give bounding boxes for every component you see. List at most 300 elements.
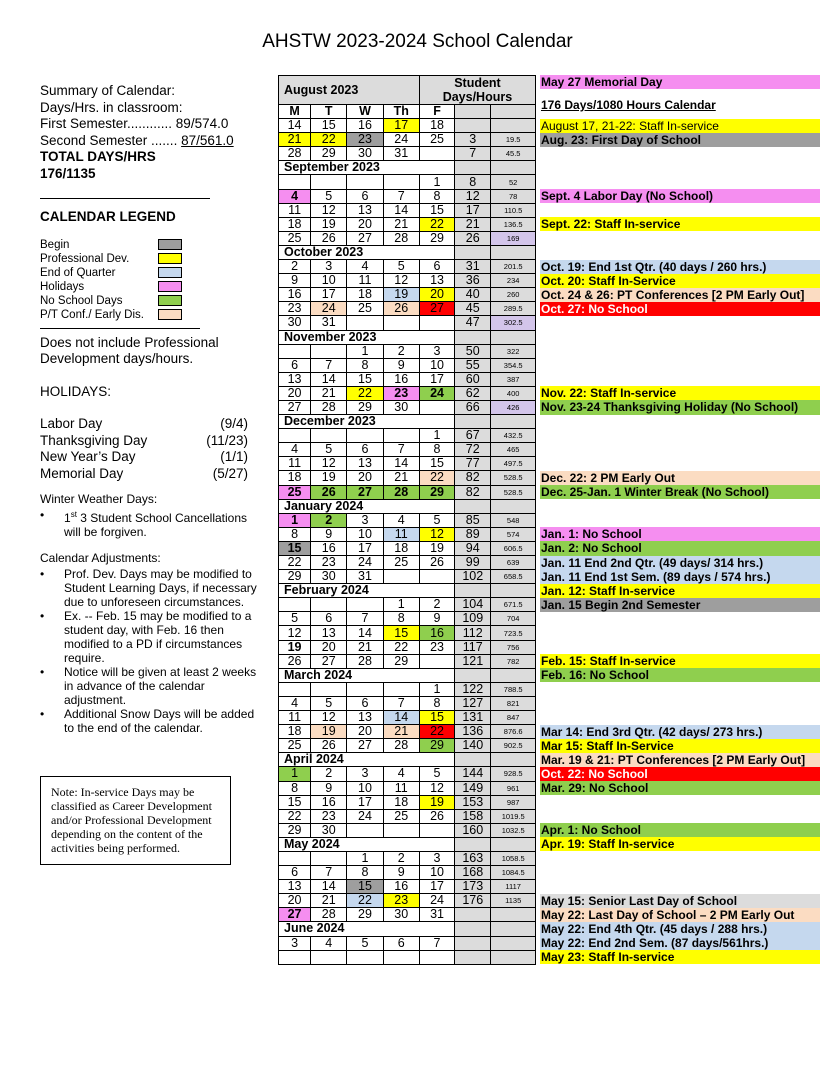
hours-cell (491, 950, 536, 964)
day-cell (419, 316, 454, 330)
day-cell: 6 (279, 358, 311, 372)
days-cell (455, 668, 491, 682)
day-cell (383, 570, 419, 584)
day-cell: 22 (279, 809, 311, 823)
week-row (279, 358, 536, 372)
hours-cell: 704 (491, 612, 536, 626)
day-cell: 22 (419, 725, 454, 739)
legend-swatch (158, 309, 182, 320)
adjustment-text: Prof. Dev. Days may be modified to Student Learning Days, if necessary due to unforeseen circumstances. (64, 567, 257, 609)
day-cell (279, 429, 311, 443)
hours-cell: 234 (491, 274, 536, 288)
adjustment-item (40, 609, 265, 665)
day-cell: 12 (383, 274, 419, 288)
day-cell: 31 (347, 570, 383, 584)
day-cell: 1 (383, 598, 419, 612)
day-cell: 30 (383, 400, 419, 414)
days-cell (455, 330, 491, 344)
day-cell: 29 (419, 739, 454, 753)
week-row (279, 217, 536, 231)
days-cell: 17 (455, 203, 491, 217)
event-item: Jan. 12: Staff In-service (540, 584, 820, 598)
adjustment-text: Additional Snow Days will be added to the end of the calendar. (64, 707, 255, 735)
day-cell: 7 (311, 358, 347, 372)
adjustments-list (40, 567, 265, 735)
month-row (279, 668, 536, 682)
day-cell (383, 823, 419, 837)
calendar-table (278, 75, 536, 965)
day-cell: 9 (311, 527, 347, 541)
not-include-text: Does not include Professional Development days/hours. (40, 334, 219, 366)
day-cell: 15 (279, 795, 311, 809)
days-cell: 109 (455, 612, 491, 626)
week-row (279, 570, 536, 584)
day-cell: 16 (279, 288, 311, 302)
day-cell: 5 (347, 936, 383, 950)
event-item: Jan. 2: No School (540, 541, 820, 555)
hours-cell: 45.5 (491, 147, 536, 161)
hours-cell: 426 (491, 400, 536, 414)
day-cell: 7 (347, 612, 383, 626)
note-box: Note: In-service Days may be classified as Career Development and/or Professional Development depending on the content of the activities being performed. (40, 776, 231, 865)
week-row (279, 880, 536, 894)
day-cell: 9 (383, 358, 419, 372)
day-cell (311, 950, 347, 964)
day-cell: 29 (419, 231, 454, 245)
days-cell: 47 (455, 316, 491, 330)
page-title: AHSTW 2023-2024 School Calendar (262, 31, 573, 52)
days-cell: 149 (455, 781, 491, 795)
days-cell: 136 (455, 725, 491, 739)
day-cell: 1 (347, 851, 383, 865)
day-cell: 4 (311, 936, 347, 950)
hours-cell: 723.5 (491, 626, 536, 640)
hours-cell: 876.6 (491, 725, 536, 739)
hours-cell: 528.5 (491, 471, 536, 485)
hours-cell: 639 (491, 556, 536, 570)
day-cell: 8 (383, 612, 419, 626)
day-cell: 2 (279, 260, 311, 274)
event-item: Oct. 27: No School (540, 302, 820, 316)
day-cell: 7 (383, 443, 419, 457)
day-cell: 19 (311, 217, 347, 231)
week-row (279, 302, 536, 316)
days-cell: 31 (455, 260, 491, 274)
day-cell: 1 (279, 767, 311, 781)
day-cell: 22 (347, 894, 383, 908)
day-cell: 16 (383, 880, 419, 894)
days-cell: 131 (455, 711, 491, 725)
day-cell: 6 (311, 612, 347, 626)
month-label: January 2024 (279, 499, 455, 513)
day-cell: 7 (383, 696, 419, 710)
day-cell (419, 400, 454, 414)
day-cell: 21 (383, 725, 419, 739)
days-cell: 127 (455, 696, 491, 710)
legend-item (40, 308, 182, 322)
day-cell: 2 (383, 344, 419, 358)
day-cell: 27 (279, 400, 311, 414)
hours-cell: 528.5 (491, 485, 536, 499)
hours-cell: 1135 (491, 894, 536, 908)
weekday-header-row (279, 105, 536, 119)
legend-swatch (158, 267, 182, 278)
bullet: • (40, 665, 45, 679)
day-cell (383, 950, 419, 964)
day-cell: 30 (279, 316, 311, 330)
hours-cell (491, 415, 536, 429)
day-cell: 22 (279, 556, 311, 570)
event-item: Mar. 19 & 21: PT Conferences [2 PM Early Out] (540, 753, 820, 767)
days-cell: 85 (455, 513, 491, 527)
day-cell: 11 (279, 711, 311, 725)
day-cell: 27 (279, 908, 311, 922)
day-cell (279, 344, 311, 358)
hours-cell: 928.5 (491, 767, 536, 781)
days-cell (455, 922, 491, 936)
hours-cell: 1117 (491, 880, 536, 894)
hours-cell: 52 (491, 175, 536, 189)
legend-label: End of Quarter (40, 266, 116, 279)
day-cell: 7 (419, 936, 454, 950)
day-cell: 6 (347, 189, 383, 203)
legend-label: Professional Dev. (40, 252, 130, 265)
day-cell: 18 (347, 288, 383, 302)
week-row (279, 344, 536, 358)
day-cell (279, 598, 311, 612)
event-item: Feb. 15: Staff In-service (540, 654, 820, 668)
weekday-header: T (311, 105, 347, 119)
hours-cell: 548 (491, 513, 536, 527)
week-row (279, 767, 536, 781)
day-cell: 3 (419, 851, 454, 865)
event-item: Oct. 24 & 26: PT Conferences [2 PM Early Out] (540, 288, 820, 302)
day-cell: 15 (279, 541, 311, 555)
day-cell (311, 851, 347, 865)
hours-cell: 19.5 (491, 133, 536, 147)
day-cell: 1 (419, 175, 454, 189)
day-cell (311, 175, 347, 189)
week-row (279, 527, 536, 541)
hours-cell: 201.5 (491, 260, 536, 274)
event-item: May 22: Last Day of School – 2 PM Early Out (540, 908, 820, 922)
student-days-header: Student Days/Hours (419, 76, 535, 105)
day-cell: 26 (311, 485, 347, 499)
hours-cell (491, 161, 536, 175)
week-row (279, 696, 536, 710)
day-cell: 18 (383, 541, 419, 555)
day-cell: 6 (347, 696, 383, 710)
week-row (279, 626, 536, 640)
hours-cell: 847 (491, 711, 536, 725)
day-cell: 12 (279, 626, 311, 640)
day-cell: 3 (419, 344, 454, 358)
day-cell: 14 (383, 457, 419, 471)
day-cell: 19 (419, 541, 454, 555)
day-cell: 18 (279, 725, 311, 739)
legend-swatch (158, 281, 182, 292)
day-cell: 15 (311, 119, 347, 133)
hours-cell (491, 908, 536, 922)
days-cell: 8 (455, 175, 491, 189)
hours-cell: 658.5 (491, 570, 536, 584)
day-cell: 25 (279, 485, 311, 499)
days-cell: 117 (455, 640, 491, 654)
day-cell: 19 (383, 288, 419, 302)
day-cell: 10 (347, 781, 383, 795)
hours-cell: 987 (491, 795, 536, 809)
event-item: Oct. 19: End 1st Qtr. (40 days / 260 hrs.) (540, 260, 820, 274)
day-cell: 27 (347, 739, 383, 753)
days-cell: 104 (455, 598, 491, 612)
day-cell: 8 (419, 189, 454, 203)
day-cell (383, 316, 419, 330)
days-cell (455, 950, 491, 964)
week-row (279, 823, 536, 837)
days-cell: 99 (455, 556, 491, 570)
hours-cell (491, 245, 536, 259)
week-row (279, 950, 536, 964)
hours-cell: 322 (491, 344, 536, 358)
winter-bullet-text: 3 Student School Cancellations will be forgiven. (64, 511, 248, 539)
days-cell (455, 245, 491, 259)
day-cell: 13 (279, 880, 311, 894)
day-cell (311, 598, 347, 612)
days-cell (455, 837, 491, 851)
bullet: • (40, 609, 45, 623)
week-row (279, 908, 536, 922)
days-cell: 89 (455, 527, 491, 541)
day-cell: 21 (347, 640, 383, 654)
day-cell (419, 950, 454, 964)
hours-cell: 110.5 (491, 203, 536, 217)
day-cell: 24 (347, 556, 383, 570)
month-row (279, 499, 536, 513)
day-cell: 15 (347, 880, 383, 894)
day-cell: 11 (279, 203, 311, 217)
hours-cell: 788.5 (491, 682, 536, 696)
day-cell: 26 (419, 556, 454, 570)
day-cell: 5 (311, 189, 347, 203)
hours-cell (491, 584, 536, 598)
week-row (279, 598, 536, 612)
month-label: June 2024 (279, 922, 455, 936)
days-cell: 66 (455, 400, 491, 414)
days-cell: 176 (455, 894, 491, 908)
day-cell: 18 (279, 217, 311, 231)
week-row (279, 556, 536, 570)
day-cell: 13 (419, 274, 454, 288)
day-cell: 28 (279, 147, 311, 161)
days-cell: 140 (455, 739, 491, 753)
week-row (279, 147, 536, 161)
days-cell: 21 (455, 217, 491, 231)
day-cell: 1 (279, 513, 311, 527)
days-cell: 62 (455, 386, 491, 400)
event-item: Sept. 4 Labor Day (No School) (540, 189, 820, 203)
hours-cell: 289.5 (491, 302, 536, 316)
day-cell: 10 (419, 866, 454, 880)
days-cell: 158 (455, 809, 491, 823)
day-cell: 14 (347, 626, 383, 640)
day-cell: 29 (383, 654, 419, 668)
hours-cell: 400 (491, 386, 536, 400)
day-cell: 2 (311, 513, 347, 527)
days-cell (455, 753, 491, 767)
event-item: Aug. 23: First Day of School (540, 133, 820, 147)
legend-swatch (158, 295, 182, 306)
event-item: August 17, 21-22: Staff In-service (540, 119, 820, 133)
event-item: Oct. 22: No School (540, 767, 820, 781)
week-row (279, 429, 536, 443)
hours-cell: 465 (491, 443, 536, 457)
hours-cell (491, 753, 536, 767)
event-item: May 22: End 4th Qtr. (45 days / 288 hrs.) (540, 922, 820, 936)
day-cell: 9 (279, 274, 311, 288)
day-cell (383, 682, 419, 696)
day-cell: 20 (279, 894, 311, 908)
days-cell (455, 415, 491, 429)
hours-cell: 136.5 (491, 217, 536, 231)
day-cell: 22 (383, 640, 419, 654)
days-cell: 36 (455, 274, 491, 288)
month-row (279, 245, 536, 259)
day-cell: 8 (419, 696, 454, 710)
day-cell: 19 (311, 725, 347, 739)
day-cell: 22 (419, 471, 454, 485)
legend-item (40, 294, 182, 308)
event-item: 176 Days/1080 Hours Calendar (541, 98, 716, 112)
hours-cell: 606.5 (491, 541, 536, 555)
event-item: Oct. 20: Staff In-Service (540, 274, 820, 288)
hours-cell: 821 (491, 696, 536, 710)
day-cell: 4 (279, 189, 311, 203)
event-item: Feb. 16: No School (540, 668, 820, 682)
week-row (279, 725, 536, 739)
day-cell: 21 (383, 217, 419, 231)
summary-heading: Summary of Calendar: (40, 83, 176, 98)
day-cell: 24 (419, 894, 454, 908)
day-cell: 28 (311, 400, 347, 414)
day-cell (279, 950, 311, 964)
day-cell: 11 (279, 457, 311, 471)
day-cell: 17 (419, 372, 454, 386)
day-cell: 23 (347, 133, 383, 147)
day-cell: 5 (311, 443, 347, 457)
day-cell (419, 147, 454, 161)
days-cell: 12 (455, 189, 491, 203)
day-cell: 24 (347, 809, 383, 823)
month-label: March 2024 (279, 668, 455, 682)
day-cell: 27 (347, 485, 383, 499)
event-item: Dec. 22: 2 PM Early Out (540, 471, 820, 485)
header-blank (491, 105, 536, 119)
event-item: Jan. 11 End 1st Sem. (89 days / 574 hrs.) (540, 570, 820, 584)
week-row (279, 612, 536, 626)
week-row (279, 386, 536, 400)
holidays-title: HOLIDAYS: (40, 383, 112, 399)
holiday-item (40, 466, 248, 483)
legend-list (40, 238, 265, 322)
day-cell (347, 823, 383, 837)
week-row (279, 175, 536, 189)
week-row (279, 400, 536, 414)
day-cell: 10 (419, 358, 454, 372)
legend-item (40, 238, 182, 252)
hours-cell (491, 499, 536, 513)
day-cell: 21 (279, 133, 311, 147)
month-label: August 2023 (279, 76, 420, 105)
day-cell: 6 (279, 866, 311, 880)
first-semester-value: 89/574.0 (175, 116, 229, 131)
week-row (279, 288, 536, 302)
day-cell: 8 (279, 527, 311, 541)
second-semester-line (40, 133, 265, 150)
hours-cell: 1058.5 (491, 851, 536, 865)
day-cell: 12 (311, 457, 347, 471)
day-cell: 5 (419, 513, 454, 527)
day-cell: 4 (383, 767, 419, 781)
days-cell (455, 119, 491, 133)
month-label: May 2024 (279, 837, 455, 851)
day-cell: 12 (419, 781, 454, 795)
day-cell: 20 (347, 471, 383, 485)
day-cell: 14 (279, 119, 311, 133)
day-cell: 17 (347, 541, 383, 555)
day-cell: 7 (311, 866, 347, 880)
month-label: October 2023 (279, 245, 455, 259)
day-cell (347, 598, 383, 612)
hours-cell: 782 (491, 654, 536, 668)
day-cell: 3 (279, 936, 311, 950)
days-cell: 94 (455, 541, 491, 555)
day-cell (347, 316, 383, 330)
days-cell: 122 (455, 682, 491, 696)
legend-swatch (158, 239, 182, 250)
day-cell: 4 (347, 260, 383, 274)
day-cell: 22 (311, 133, 347, 147)
day-cell: 13 (279, 372, 311, 386)
winter-bullet-num: 1 (64, 511, 71, 525)
day-cell: 11 (347, 274, 383, 288)
day-cell: 23 (383, 894, 419, 908)
day-cell: 11 (383, 527, 419, 541)
days-cell: 160 (455, 823, 491, 837)
month-row (279, 415, 536, 429)
day-cell: 18 (383, 795, 419, 809)
divider (40, 328, 200, 329)
day-cell: 21 (383, 471, 419, 485)
week-row (279, 133, 536, 147)
hours-cell (491, 936, 536, 950)
days-cell: 50 (455, 344, 491, 358)
event-item: Apr. 19: Staff In-service (540, 837, 820, 851)
event-item: Mar. 29: No School (540, 781, 820, 795)
week-row (279, 471, 536, 485)
week-row (279, 203, 536, 217)
day-cell: 17 (419, 880, 454, 894)
day-cell: 28 (311, 908, 347, 922)
day-cell: 2 (383, 851, 419, 865)
month-row (279, 922, 536, 936)
day-cell: 29 (419, 485, 454, 499)
event-item: May 22: End 2nd Sem. (87 days/561hrs.) (540, 936, 820, 950)
day-cell: 29 (279, 823, 311, 837)
day-cell: 3 (347, 513, 383, 527)
adjustment-text: Notice will be given at least 2 weeks in advance of the calendar adjustment. (64, 665, 257, 707)
day-cell: 5 (311, 696, 347, 710)
legend-label: No School Days (40, 294, 123, 307)
